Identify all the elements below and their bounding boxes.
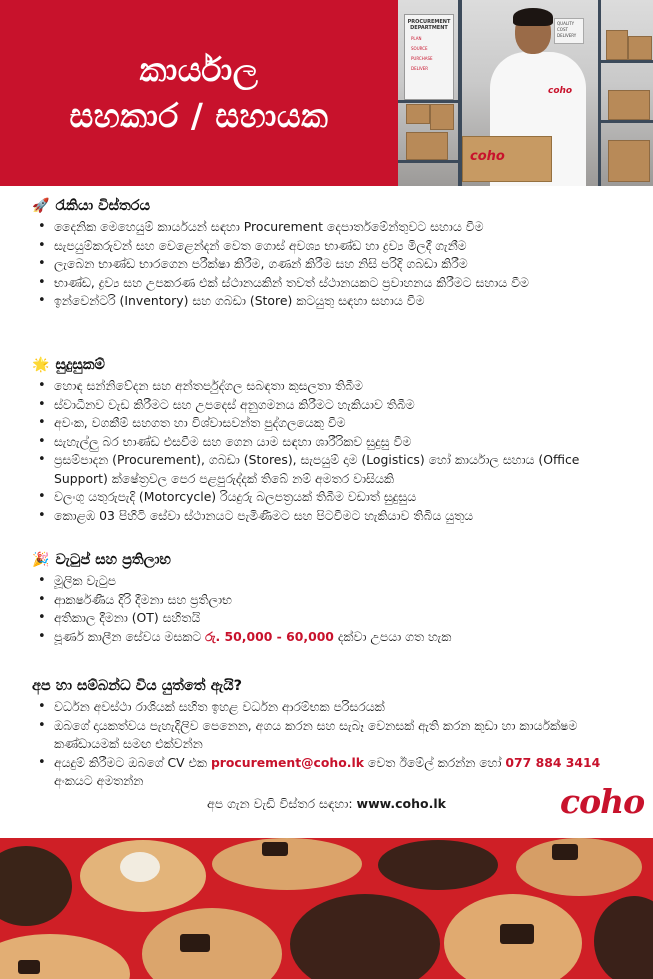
why-join-list [38,698,628,791]
website-line: අප ගැන වැඩි විස්තර සඳහා: www.coho.lk [207,796,446,811]
job-title-line1: කාර්යාල [139,50,259,89]
list-item: • ඔබගේ දායකත්වය පැහැදිලිව පෙනෙන, අගය කරන සහ සැබෑ වෙනසක් ඇති කරන කුඩා හා කාර්යක්ෂම කණ්ඩායමක් සමඟ එක්වන්න [38,717,628,754]
quality-sign: QUALITY COST DELIVERY [554,18,584,44]
shirt-logo: coho [548,86,573,96]
section-heading-why-join: අප හා සම්බන්ධ විය යුත්තේ ඇයි? [32,678,243,694]
star-icon: 🌟 [32,357,50,373]
list-item: • ප්‍රසම්පාදන (Procurement), ගබඩා (Stores), සැපයුම් දාම (Logistics) හෝ කාර්යාල සහාය (Office Support) ක්ෂේත්‍රවල පෙර පළපුරුද්දක් තිබේ නම් අමතර වාසියකි [38,451,628,488]
procurement-department-sign: PROCUREMENT DEPARTMENT PLAN SOURCE PURCHASE DELIVER [404,14,454,100]
warehouse-photo [398,0,653,186]
list-item: • අවංක, වගකීම් සහගත හා විශ්වාසවන්ත පුද්ගලයෙකු වීම [38,414,628,433]
list-item: • වලංගු යතුරුපැදි (Motorcycle) රියදුරු බලපත්‍රයක් තිබීම වඩාත් සුදුසුය [38,488,628,507]
job-title-line2: සහකාර / සහායක [69,96,329,135]
section-heading-salary-benefits: 🎉 වැටුප් සහ ප්‍රතිලාභ [32,552,171,568]
job-details [0,186,653,838]
box-logo: coho [470,149,505,164]
apply-item: • අයදුම් කිරීමට ඔබගේ CV එක procurement@coho.lk වෙත ඊමේල් කරන්න හෝ 077 884 3414 අංකයට අමතන්න [38,754,628,791]
salary-benefits-list [38,572,628,646]
list-item: • දෛනික මෙහෙයුම් කාර්යයන් සඳහා Procurement දෙපාර්තමේන්තුවට සහාය වීම [38,218,628,237]
section-heading-qualifications: 🌟 සුදුසුකම් [32,357,105,373]
salary-item: • පූර්ණ කාලීන සේවය මසකට රු. 50,000 - 60,000 දක්වා උපයා ගත හැක [38,628,628,647]
list-item: • ලැබෙන භාණ්ඩ භාරගෙන පරීක්ෂා කිරීම, ගණන් කිරීම සහ නිසි පරිදි ගබඩා කිරීම [38,255,628,274]
email-link[interactable]: procurement@coho.lk [210,754,364,770]
list-item: • කොළඹ 03 පිහිටි සේවා ස්ථානයට පැමිණීමට සහ පිටවීමට හැකියාව තිබිය යුතුය [38,507,628,526]
list-item: • වර්ධන අවස්ථා රාශියක් සහිත ඉහළ වර්ධන ආරම්භක පරිසරයක් [38,698,628,717]
list-item: • සැහැල්ලු බර භාණ්ඩ එසවීම සහ ගෙන යාම සඳහා ශාරීරිකව සුදුසු වීම [38,433,628,452]
list-item: • ඉන්වෙන්ටරි (Inventory) සහ ගබඩා (Store) කටයුතු සඳහා සහාය වීම [38,292,628,311]
coho-logo: coho [560,782,645,821]
list-item: • මූලික වැටුප [38,572,628,591]
list-item: • සැපයුම්කරුවන් සහ වෙළෙන්දන් වෙත ගොස් අවශ්‍ය භාණ්ඩ හා ද්‍රව්‍ය මිලදී ගැනීම [38,237,628,256]
list-item: • භාණ්ඩ, ද්‍රව්‍ය සහ උපකරණ එක් ස්ථානයකින් තවත් ස්ථානයකට ප්‍රවාහනය කිරීමට සහාය වීම [38,274,628,293]
section-heading-job-description: 🚀 රැකියා විස්තරය [32,198,150,214]
list-item: • ආකර්ෂණීය දිරි දීමනා සහ ප්‍රතිලාභ [38,591,628,610]
list-item: • අතිකාල දීමනා (OT) සහිතයි [38,609,628,628]
website-link[interactable]: www.coho.lk [356,796,446,811]
cookies-photo [0,838,653,979]
salary-amount: රු. 50,000 - 60,000 [205,628,334,644]
phone-number[interactable]: 077 884 3414 [505,754,601,770]
list-item: • හොඳ සන්නිවේදන සහ අන්තර්පුද්ගල සබඳතා කුසලතා තිබීම [38,377,628,396]
job-description-list [38,218,628,311]
header-banner [0,0,653,186]
list-item: • ස්වාධීනව වැඩ කිරීමට සහ උපදෙස් අනුගමනය කිරීමට හැකියාව තිබීම [38,396,628,415]
rocket-icon: 🚀 [32,198,50,214]
party-popper-icon: 🎉 [32,552,50,568]
title-panel [0,0,398,186]
qualifications-list [38,377,628,525]
